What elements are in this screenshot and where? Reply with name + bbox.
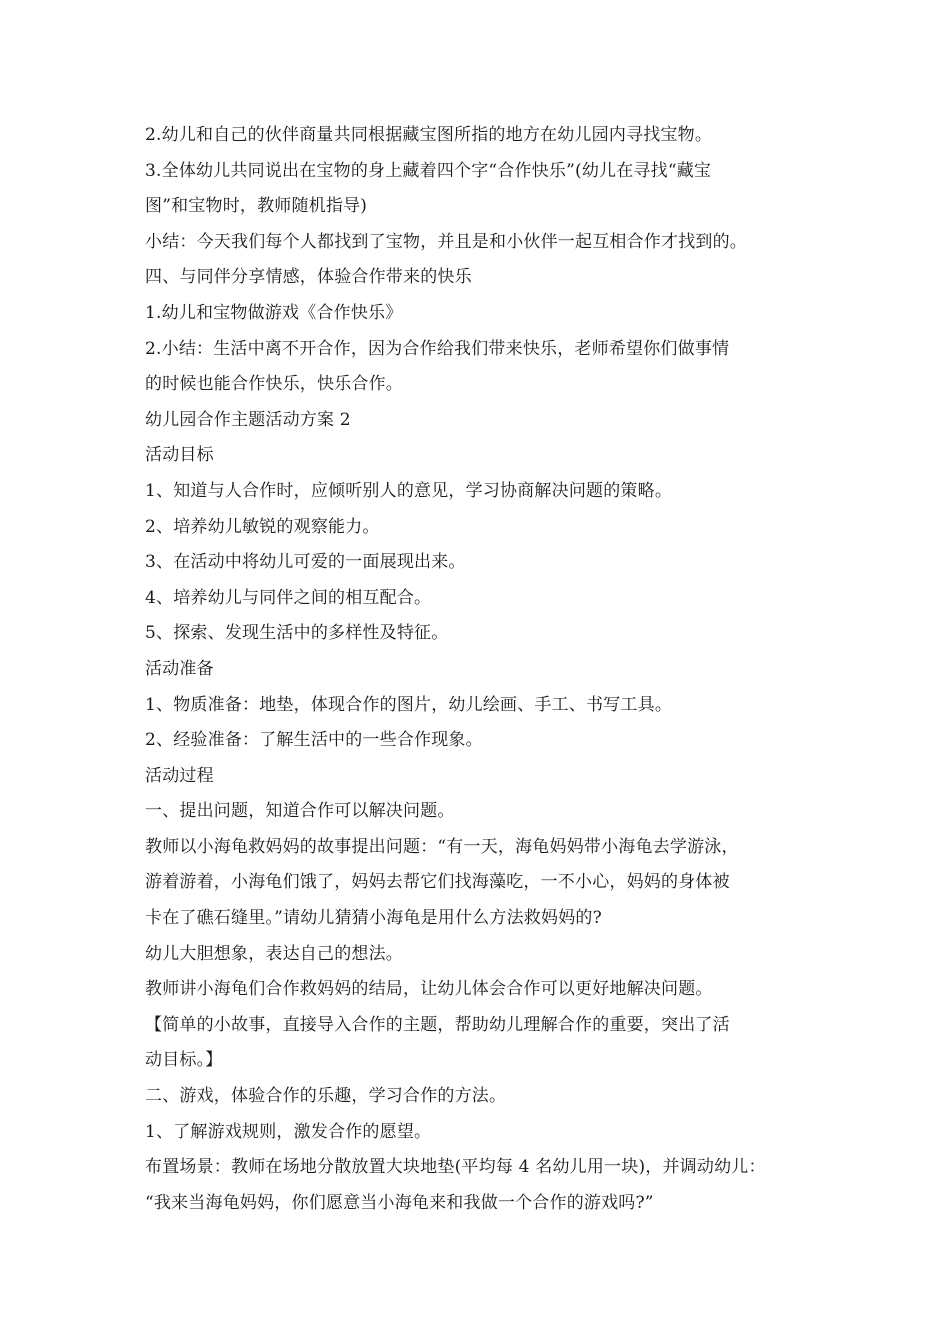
paragraph-line: “我来当海龟妈妈，你们愿意当小海龟来和我做一个合作的游戏吗?” <box>145 1192 654 1213</box>
paragraph-line: 教师讲小海龟们合作救妈妈的结局，让幼儿体会合作可以更好地解决问题。 <box>145 979 713 1000</box>
paragraph-line: 1.幼儿和宝物做游戏《合作快乐》 <box>145 302 403 323</box>
paragraph-line: 图”和宝物时，教师随机指导) <box>145 196 368 217</box>
section-heading: 活动过程 <box>145 765 214 786</box>
document-title: 幼儿园合作主题活动方案 2 <box>145 409 351 430</box>
document-body <box>145 118 825 1221</box>
paragraph-line: 小结：今天我们每个人都找到了宝物，并且是和小伙伴一起互相合作才找到的。 <box>145 231 747 252</box>
paragraph-line: 教师以小海龟救妈妈的故事提出问题：“有一天，海龟妈妈带小海龟去学游泳， <box>145 836 739 857</box>
paragraph-line: 【简单的小故事，直接导入合作的主题，帮助幼儿理解合作的重要，突出了活 <box>145 1014 730 1035</box>
paragraph-line: 动目标。】 <box>145 1050 223 1071</box>
list-item: 1、知道与人合作时，应倾听别人的意见，学习协商解决问题的策略。 <box>145 480 673 501</box>
section-heading: 活动目标 <box>145 445 214 466</box>
paragraph-line: 2.幼儿和自己的伙伴商量共同根据藏宝图所指的地方在幼儿园内寻找宝物。 <box>145 125 713 145</box>
list-item: 1、了解游戏规则，激发合作的愿望。 <box>145 1121 432 1142</box>
list-item: 2、培养幼儿敏锐的观察能力。 <box>145 516 380 537</box>
paragraph-line: 2.小结：生活中离不开合作，因为合作给我们带来快乐，老师希望你们做事情 <box>145 338 730 359</box>
list-item: 3、在活动中将幼儿可爱的一面展现出来。 <box>145 552 466 573</box>
section-heading: 一、提出问题，知道合作可以解决问题。 <box>145 801 455 822</box>
paragraph-line: 幼儿大胆想象，表达自己的想法。 <box>145 943 403 964</box>
paragraph-line: 的时候也能合作快乐，快乐合作。 <box>145 374 403 395</box>
list-item: 4、培养幼儿与同伴之间的相互配合。 <box>145 587 432 608</box>
list-item: 5、探索、发现生活中的多样性及特征。 <box>145 623 449 644</box>
paragraph-line: 3.全体幼儿共同说出在宝物的身上藏着四个字“合作快乐”(幼儿在寻找“藏宝 <box>145 160 712 181</box>
list-item: 1、物质准备：地垫，体现合作的图片，幼儿绘画、手工、书写工具。 <box>145 694 673 715</box>
paragraph-line: 游着游着，小海龟们饿了，妈妈去帮它们找海藻吃，一不小心，妈妈的身体被 <box>145 872 730 893</box>
paragraph-line: 卡在了礁石缝里。”请幼儿猜猜小海龟是用什么方法救妈妈的? <box>145 908 602 929</box>
section-heading: 二、游戏，体验合作的乐趣，学习合作的方法。 <box>145 1086 507 1107</box>
section-heading: 活动准备 <box>145 658 214 679</box>
section-heading: 四、与同伴分享情感，体验合作带来的快乐 <box>145 267 472 288</box>
list-item: 2、经验准备：了解生活中的一些合作现象。 <box>145 730 483 751</box>
paragraph-line: 布置场景：教师在场地分散放置大块地垫(平均每 4 名幼儿用一块)，并调动幼儿： <box>145 1157 766 1178</box>
